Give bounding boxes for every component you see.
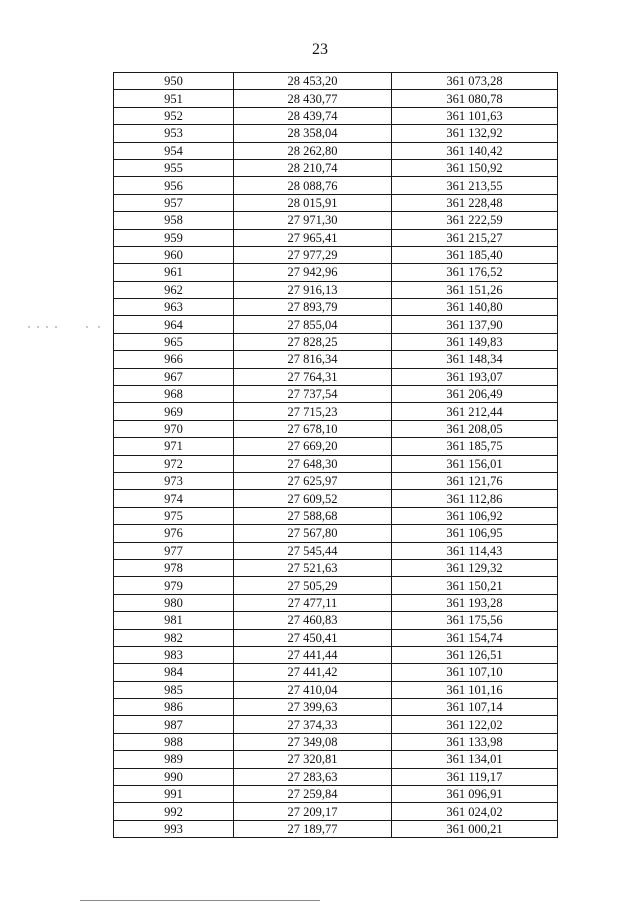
- y-coordinate-cell: 361 137,90: [392, 316, 558, 333]
- y-coordinate-cell: 361 185,75: [392, 438, 558, 455]
- point-number-cell: 965: [114, 333, 234, 350]
- y-coordinate-cell: 361 213,55: [392, 177, 558, 194]
- point-number-cell: 956: [114, 177, 234, 194]
- point-number-cell: 963: [114, 299, 234, 316]
- x-coordinate-cell: 28 210,74: [234, 159, 392, 176]
- coordinates-table-body: [114, 73, 558, 838]
- table-row: [114, 386, 558, 403]
- point-number-cell: 951: [114, 90, 234, 107]
- table-row: [114, 751, 558, 768]
- point-number-cell: 960: [114, 246, 234, 263]
- x-coordinate-cell: 27 855,04: [234, 316, 392, 333]
- table-row: [114, 438, 558, 455]
- table-row: [114, 820, 558, 837]
- x-coordinate-cell: 27 669,20: [234, 438, 392, 455]
- table-row: [114, 768, 558, 785]
- point-number-cell: 954: [114, 142, 234, 159]
- y-coordinate-cell: 361 106,92: [392, 507, 558, 524]
- table-row: [114, 594, 558, 611]
- point-number-cell: 982: [114, 629, 234, 646]
- x-coordinate-cell: 27 441,44: [234, 646, 392, 663]
- y-coordinate-cell: 361 133,98: [392, 733, 558, 750]
- table-row: [114, 507, 558, 524]
- table-row: [114, 525, 558, 542]
- point-number-cell: 975: [114, 507, 234, 524]
- point-number-cell: 972: [114, 455, 234, 472]
- table-row: [114, 612, 558, 629]
- y-coordinate-cell: 361 206,49: [392, 386, 558, 403]
- point-number-cell: 979: [114, 577, 234, 594]
- point-number-cell: 967: [114, 368, 234, 385]
- y-coordinate-cell: 361 140,80: [392, 299, 558, 316]
- y-coordinate-cell: 361 140,42: [392, 142, 558, 159]
- table-row: [114, 316, 558, 333]
- y-coordinate-cell: 361 114,43: [392, 542, 558, 559]
- table-row: [114, 333, 558, 350]
- y-coordinate-cell: 361 228,48: [392, 194, 558, 211]
- point-number-cell: 983: [114, 646, 234, 663]
- point-number-cell: 958: [114, 212, 234, 229]
- point-number-cell: 968: [114, 386, 234, 403]
- table-row: [114, 351, 558, 368]
- x-coordinate-cell: 28 453,20: [234, 73, 392, 90]
- coordinates-table: [113, 72, 558, 838]
- x-coordinate-cell: 27 374,33: [234, 716, 392, 733]
- x-coordinate-cell: 27 283,63: [234, 768, 392, 785]
- x-coordinate-cell: 27 477,11: [234, 594, 392, 611]
- table-row: [114, 194, 558, 211]
- y-coordinate-cell: 361 134,01: [392, 751, 558, 768]
- table-row: [114, 699, 558, 716]
- table-row: [114, 629, 558, 646]
- x-coordinate-cell: 27 399,63: [234, 699, 392, 716]
- y-coordinate-cell: 361 208,05: [392, 420, 558, 437]
- table-row: [114, 73, 558, 90]
- y-coordinate-cell: 361 129,32: [392, 559, 558, 576]
- point-number-cell: 962: [114, 281, 234, 298]
- table-row: [114, 455, 558, 472]
- y-coordinate-cell: 361 193,28: [392, 594, 558, 611]
- table-row: [114, 90, 558, 107]
- x-coordinate-cell: 27 505,29: [234, 577, 392, 594]
- point-number-cell: 980: [114, 594, 234, 611]
- point-number-cell: 952: [114, 107, 234, 124]
- y-coordinate-cell: 361 101,16: [392, 681, 558, 698]
- table-row: [114, 246, 558, 263]
- x-coordinate-cell: 27 977,29: [234, 246, 392, 263]
- table-row: [114, 142, 558, 159]
- x-coordinate-cell: 27 965,41: [234, 229, 392, 246]
- x-coordinate-cell: 27 764,31: [234, 368, 392, 385]
- y-coordinate-cell: 361 080,78: [392, 90, 558, 107]
- y-coordinate-cell: 361 222,59: [392, 212, 558, 229]
- y-coordinate-cell: 361 126,51: [392, 646, 558, 663]
- table-row: [114, 733, 558, 750]
- x-coordinate-cell: 27 545,44: [234, 542, 392, 559]
- point-number-cell: 970: [114, 420, 234, 437]
- point-number-cell: 989: [114, 751, 234, 768]
- table-row: [114, 212, 558, 229]
- table-row: [114, 368, 558, 385]
- x-coordinate-cell: 28 439,74: [234, 107, 392, 124]
- x-coordinate-cell: 27 588,68: [234, 507, 392, 524]
- x-coordinate-cell: 27 916,13: [234, 281, 392, 298]
- point-number-cell: 992: [114, 803, 234, 820]
- y-coordinate-cell: 361 150,21: [392, 577, 558, 594]
- point-number-cell: 978: [114, 559, 234, 576]
- x-coordinate-cell: 27 567,80: [234, 525, 392, 542]
- x-coordinate-cell: 27 349,08: [234, 733, 392, 750]
- x-coordinate-cell: 27 816,34: [234, 351, 392, 368]
- y-coordinate-cell: 361 215,27: [392, 229, 558, 246]
- x-coordinate-cell: 27 971,30: [234, 212, 392, 229]
- table-row: [114, 716, 558, 733]
- y-coordinate-cell: 361 119,17: [392, 768, 558, 785]
- table-row: [114, 681, 558, 698]
- y-coordinate-cell: 361 185,40: [392, 246, 558, 263]
- y-coordinate-cell: 361 148,34: [392, 351, 558, 368]
- point-number-cell: 957: [114, 194, 234, 211]
- table-row: [114, 281, 558, 298]
- table-row: [114, 125, 558, 142]
- bottom-rule: [80, 900, 320, 901]
- y-coordinate-cell: 361 024,02: [392, 803, 558, 820]
- y-coordinate-cell: 361 000,21: [392, 820, 558, 837]
- x-coordinate-cell: 27 209,17: [234, 803, 392, 820]
- scan-artifact-marks: [28, 322, 108, 332]
- table-row: [114, 664, 558, 681]
- table-row: [114, 577, 558, 594]
- y-coordinate-cell: 361 156,01: [392, 455, 558, 472]
- point-number-cell: 964: [114, 316, 234, 333]
- x-coordinate-cell: 28 430,77: [234, 90, 392, 107]
- y-coordinate-cell: 361 121,76: [392, 472, 558, 489]
- x-coordinate-cell: 27 737,54: [234, 386, 392, 403]
- table-row: [114, 803, 558, 820]
- table-row: [114, 786, 558, 803]
- table-row: [114, 177, 558, 194]
- x-coordinate-cell: 27 942,96: [234, 264, 392, 281]
- point-number-cell: 969: [114, 403, 234, 420]
- x-coordinate-cell: 27 320,81: [234, 751, 392, 768]
- y-coordinate-cell: 361 096,91: [392, 786, 558, 803]
- x-coordinate-cell: 27 450,41: [234, 629, 392, 646]
- table-row: [114, 229, 558, 246]
- x-coordinate-cell: 27 893,79: [234, 299, 392, 316]
- point-number-cell: 993: [114, 820, 234, 837]
- x-coordinate-cell: 27 609,52: [234, 490, 392, 507]
- x-coordinate-cell: 27 828,25: [234, 333, 392, 350]
- y-coordinate-cell: 361 193,07: [392, 368, 558, 385]
- y-coordinate-cell: 361 106,95: [392, 525, 558, 542]
- x-coordinate-cell: 27 678,10: [234, 420, 392, 437]
- point-number-cell: 987: [114, 716, 234, 733]
- table-row: [114, 107, 558, 124]
- point-number-cell: 973: [114, 472, 234, 489]
- point-number-cell: 961: [114, 264, 234, 281]
- y-coordinate-cell: 361 212,44: [392, 403, 558, 420]
- y-coordinate-cell: 361 149,83: [392, 333, 558, 350]
- table-row: [114, 542, 558, 559]
- x-coordinate-cell: 27 625,97: [234, 472, 392, 489]
- table-row: [114, 299, 558, 316]
- table-row: [114, 159, 558, 176]
- point-number-cell: 976: [114, 525, 234, 542]
- y-coordinate-cell: 361 122,02: [392, 716, 558, 733]
- point-number-cell: 955: [114, 159, 234, 176]
- table-row: [114, 264, 558, 281]
- point-number-cell: 966: [114, 351, 234, 368]
- table-row: [114, 490, 558, 507]
- y-coordinate-cell: 361 151,26: [392, 281, 558, 298]
- point-number-cell: 971: [114, 438, 234, 455]
- x-coordinate-cell: 27 460,83: [234, 612, 392, 629]
- y-coordinate-cell: 361 107,10: [392, 664, 558, 681]
- table-row: [114, 472, 558, 489]
- x-coordinate-cell: 27 715,23: [234, 403, 392, 420]
- x-coordinate-cell: 27 521,63: [234, 559, 392, 576]
- point-number-cell: 981: [114, 612, 234, 629]
- point-number-cell: 974: [114, 490, 234, 507]
- x-coordinate-cell: 27 259,84: [234, 786, 392, 803]
- y-coordinate-cell: 361 154,74: [392, 629, 558, 646]
- y-coordinate-cell: 361 101,63: [392, 107, 558, 124]
- table-row: [114, 403, 558, 420]
- x-coordinate-cell: 27 410,04: [234, 681, 392, 698]
- y-coordinate-cell: 361 150,92: [392, 159, 558, 176]
- x-coordinate-cell: 27 441,42: [234, 664, 392, 681]
- page-number: 23: [312, 41, 328, 58]
- x-coordinate-cell: 28 015,91: [234, 194, 392, 211]
- point-number-cell: 991: [114, 786, 234, 803]
- y-coordinate-cell: 361 132,92: [392, 125, 558, 142]
- y-coordinate-cell: 361 073,28: [392, 73, 558, 90]
- y-coordinate-cell: 361 107,14: [392, 699, 558, 716]
- point-number-cell: 984: [114, 664, 234, 681]
- y-coordinate-cell: 361 112,86: [392, 490, 558, 507]
- point-number-cell: 977: [114, 542, 234, 559]
- point-number-cell: 988: [114, 733, 234, 750]
- table-row: [114, 646, 558, 663]
- y-coordinate-cell: 361 176,52: [392, 264, 558, 281]
- x-coordinate-cell: 28 262,80: [234, 142, 392, 159]
- point-number-cell: 959: [114, 229, 234, 246]
- table-row: [114, 420, 558, 437]
- x-coordinate-cell: 27 648,30: [234, 455, 392, 472]
- x-coordinate-cell: 28 088,76: [234, 177, 392, 194]
- x-coordinate-cell: 28 358,04: [234, 125, 392, 142]
- table-row: [114, 559, 558, 576]
- y-coordinate-cell: 361 175,56: [392, 612, 558, 629]
- x-coordinate-cell: 27 189,77: [234, 820, 392, 837]
- point-number-cell: 990: [114, 768, 234, 785]
- point-number-cell: 950: [114, 73, 234, 90]
- point-number-cell: 986: [114, 699, 234, 716]
- point-number-cell: 985: [114, 681, 234, 698]
- point-number-cell: 953: [114, 125, 234, 142]
